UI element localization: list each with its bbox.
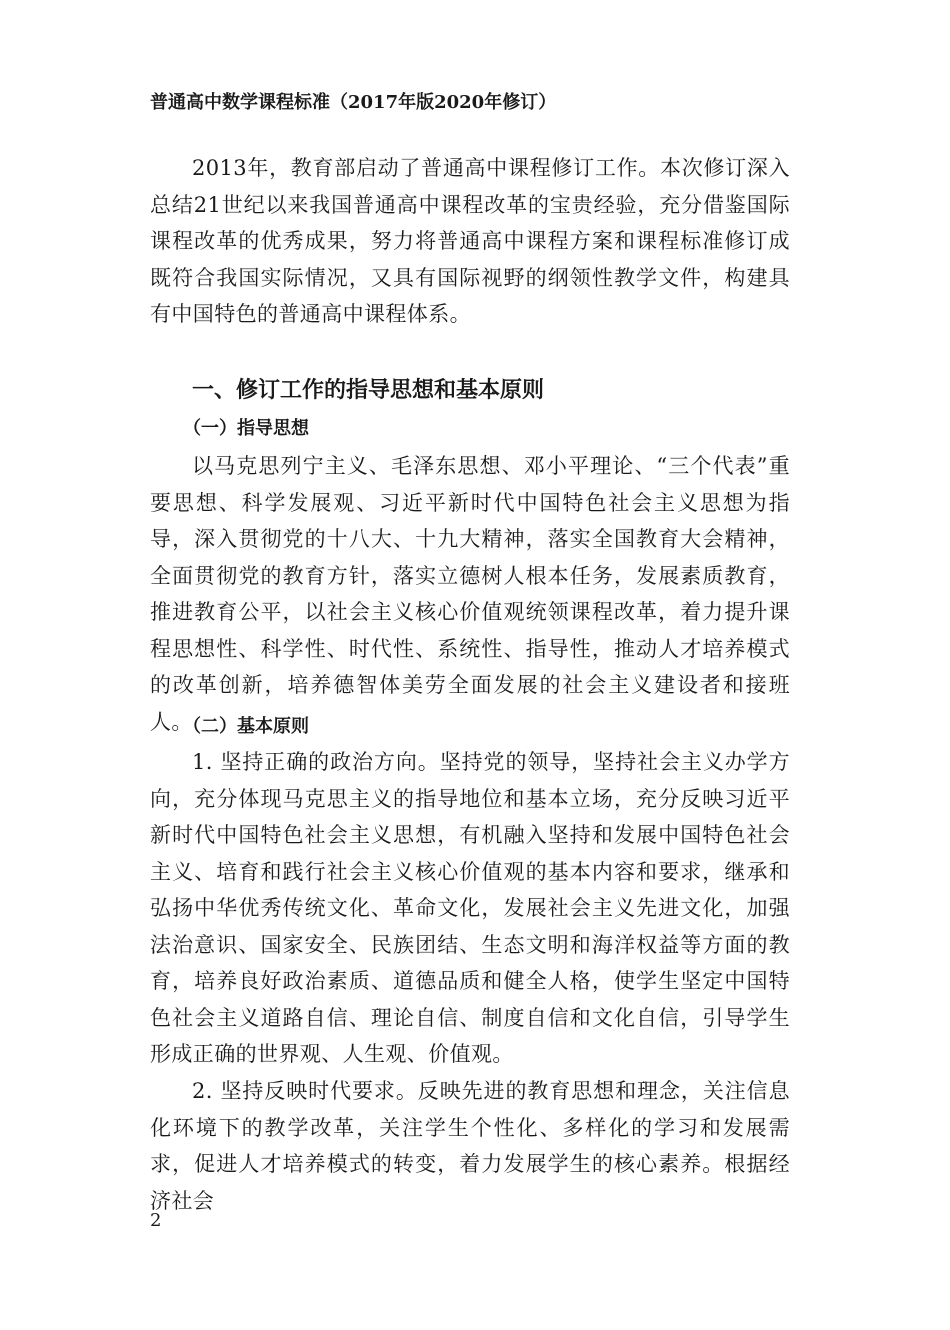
subsection-title-guiding-ideology: （一）指导思想 <box>183 418 309 439</box>
running-header: 普通高中数学课程标准（2017年版2020年修订） <box>150 92 557 113</box>
principle-2-paragraph: 2. 坚持反映时代要求。反映先进的教育思想和理念，关注信息化环境下的教学改革，关注学生个性化、多样化的学习和发展需求，促进人才培养模式的转变，着力发展学生的核心素养。根据经济社会 <box>150 1079 790 1213</box>
section-title: 一、修订工作的指导思想和基本原则 <box>192 378 545 403</box>
subsection-title-basic-principles: （二）基本原则 <box>183 716 309 737</box>
principle-1-paragraph: 1. 坚持正确的政治方向。坚持党的领导，坚持社会主义办学方向，充分体现马克思主义的指导地位和基本立场，充分反映习近平新时代中国特色社会主义思想，有机融入坚持和发展中国特色社会主义、培育和践行社会主义核心价值观的基本内容和要求，继承和弘扬中华优秀传统文化、革命文化，发展社会主义先进文化，加强法治意识、国家安全、民族团结、生态文明和海洋权益等方面的教育，培养良好政治素质、道德品质和健全人格，使学生坚定中国特色社会主义道路自信、理论自信、制度自信和文化自信，引导学生形成正确的世界观、人生观、价值观。 <box>150 750 790 1066</box>
guiding-ideology-paragraph: 以马克思列宁主义、毛泽东思想、邓小平理论、“三个代表”重要思想、科学发展观、习近平新时代中国特色社会主义思想为指导，深入贯彻党的十八大、十九大精神，落实全国教育大会精神，全面贯彻党的教育方针，落实立德树人根本任务，发展素质教育，推进教育公平，以社会主义核心价值观统领课程改革，着力提升课程思想性、科学性、时代性、系统性、指导性，推动人才培养模式的改革创新，培养德智体美劳全面发展的社会主义建设者和接班人。 <box>150 454 790 734</box>
page-number: 2 <box>150 1210 162 1231</box>
intro-paragraph: 2013年，教育部启动了普通高中课程修订工作。本次修订深入总结21世纪以来我国普通高中课程改革的宝贵经验，充分借鉴国际课程改革的优秀成果，努力将普通高中课程方案和课程标准修订成既符合我国实际情况，又具有国际视野的纲领性教学文件，构建具有中国特色的普通高中课程体系。 <box>150 156 790 326</box>
